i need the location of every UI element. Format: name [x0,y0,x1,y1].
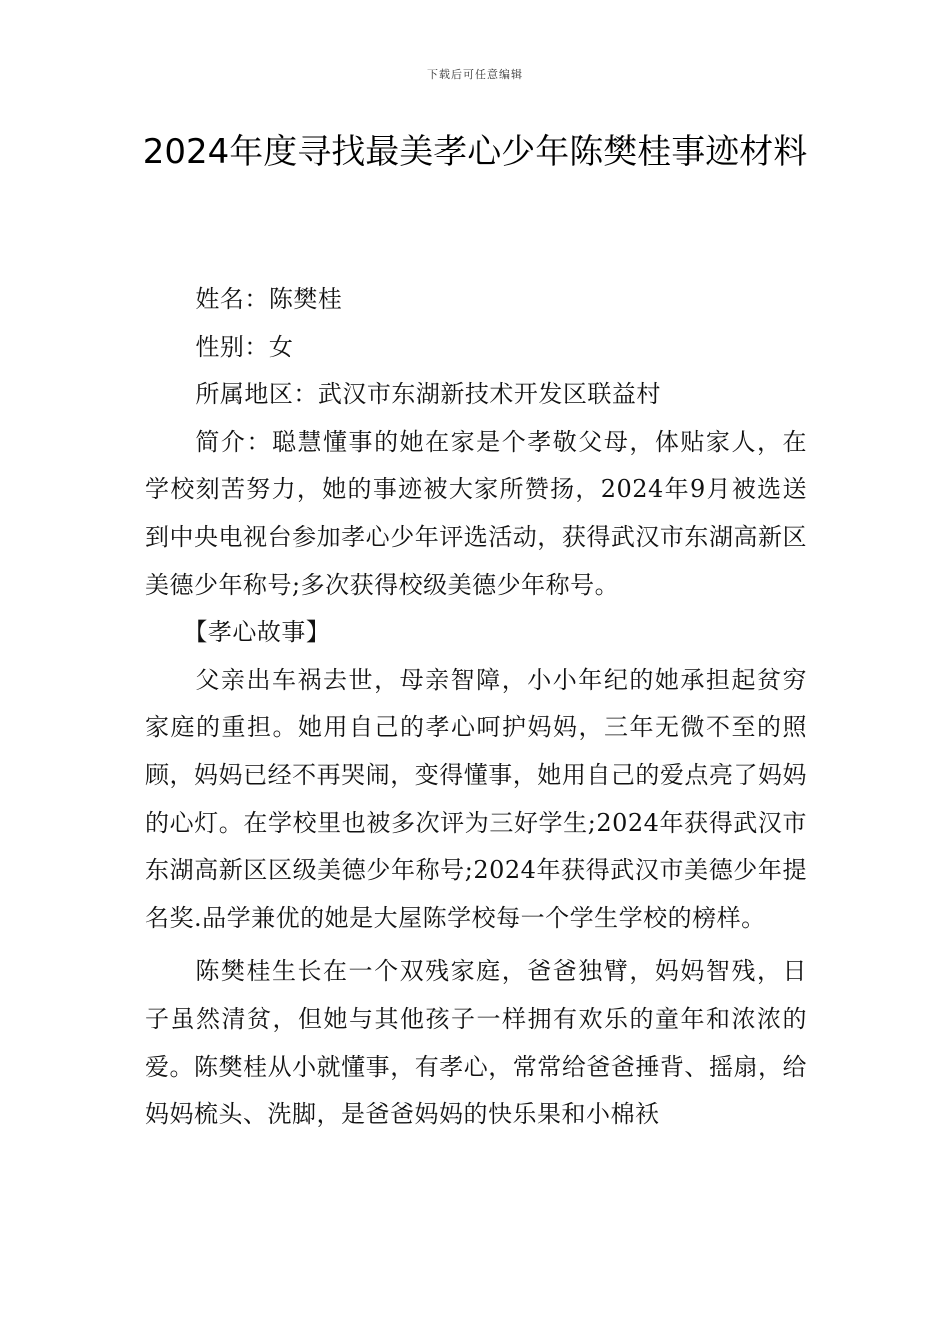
document-body [145,276,807,1139]
section-heading: 【孝心故事】 [183,618,331,647]
info-region: 所属地区：武汉市东湖新技术开发区联益村 [195,380,661,409]
story-paragraph: 陈樊桂生长在一个双残家庭，爸爸独臂，妈妈智残，日子虽然清贫，但她与其他孩子一样拥有欢乐的童年和浓浓的爱。陈樊桂从小就懂事，有孝心，常常给爸爸捶背、摇扇，给妈妈梳头、洗脚，是爸爸妈妈的快乐果和小棉袄 [145,957,807,1129]
info-name: 姓名：陈樊桂 [195,285,343,313]
document-title: 2024年度寻找最美孝心少年陈樊桂事迹材料 [142,132,808,172]
header-note: 下载后可任意编辑 [427,68,523,81]
info-gender: 性别：女 [195,332,294,361]
info-intro: 简介：聪慧懂事的她在家是个孝敬父母，体贴家人，在学校刻苦努力，她的事迹被大家所赞扬，2024年9月被选送到中央电视台参加孝心少年评选活动，获得武汉市东湖高新区美德少年称号;多次获得校级美德少年称号。 [145,427,807,599]
story-paragraph: 父亲出车祸去世，母亲智障，小小年纪的她承担起贫穷家庭的重担。她用自己的孝心呵护妈妈，三年无微不至的照顾，妈妈已经不再哭闹，变得懂事，她用自己的爱点亮了妈妈的心灯。在学校里也被多次评为三好学生;2024年获得武汉市东湖高新区区级美德少年称号;2024年获得武汉市美德少年提名奖.品学兼优的她是大屋陈学校每一个学生学校的榜样。 [145,665,807,932]
